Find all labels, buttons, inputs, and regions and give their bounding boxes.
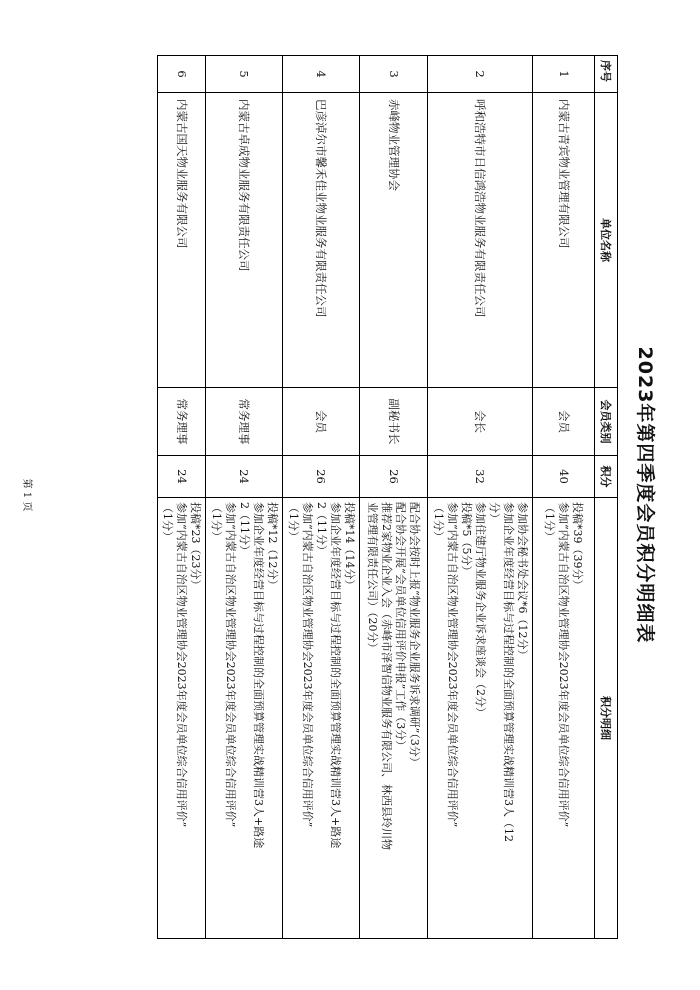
row-category: 副秘书长 [360, 388, 428, 456]
points-table [157, 55, 618, 939]
detail-line: 参加“内蒙古自治区物业管理协会2023年度会员单位综合信用评价” [224, 502, 237, 828]
detail-line: 2（11分） [238, 502, 251, 556]
header-num: 序号 [595, 56, 618, 93]
page-title: 2023年第四季度会员积分明细表 [634, 346, 656, 644]
row-detail [360, 498, 428, 939]
row-name: 内蒙古青宾物业管理有限公司 [533, 93, 595, 388]
detail-line: 参加住建厅物业服务企业诉求座谈会（2分） [474, 502, 487, 718]
row-score: 24 [206, 456, 283, 498]
row-score: 26 [283, 456, 360, 498]
detail-line: 投稿*14（14分） [343, 502, 356, 591]
table-row [428, 56, 533, 939]
row-score: 40 [533, 456, 595, 498]
row-score: 24 [158, 456, 206, 498]
row-detail [283, 498, 360, 939]
row-category: 会长 [428, 388, 533, 456]
table-row [158, 56, 206, 939]
detail-line: 业管理有限责任公司）（20分） [366, 502, 380, 654]
header-score: 积分 [595, 456, 618, 498]
detail-line: 投稿*39（39分） [571, 502, 585, 591]
detail-line: 配合协会开展“会员单位信用评价申报”工作（3分） [394, 502, 408, 752]
row-score: 26 [360, 456, 428, 498]
row-detail [533, 498, 595, 939]
row-category: 常务理事 [158, 388, 206, 456]
detail-line: 参加“内蒙古自治区物业管理协会2023年度会员单位综合信用评价” [301, 502, 314, 828]
detail-line: （1分） [432, 502, 445, 542]
row-name: 内蒙古国天物业服务有限公司 [158, 93, 206, 388]
row-category: 会员 [533, 388, 595, 456]
row-num: 5 [206, 56, 283, 93]
row-detail [158, 498, 206, 939]
table-row [206, 56, 283, 939]
table-row [283, 56, 360, 939]
row-score: 32 [428, 456, 533, 498]
detail-line: 分） [488, 502, 501, 524]
row-category: 常务理事 [206, 388, 283, 456]
detail-line: 参加“内蒙古自治区物业管理协会2023年度会员单位综合信用评价” [446, 502, 459, 828]
row-num: 2 [428, 56, 533, 93]
row-num: 3 [360, 56, 428, 93]
row-num: 4 [283, 56, 360, 93]
row-name: 内蒙古卓成物业服务有限责任公司 [206, 93, 283, 388]
row-detail [206, 498, 283, 939]
header-name: 单位名称 [595, 93, 618, 388]
detail-line: 投稿*12（12分） [266, 502, 279, 591]
detail-line: 参加协会秘书处会议*6（12分） [516, 502, 529, 661]
row-num: 6 [158, 56, 206, 93]
row-name: 呼和浩特市日信鸿浩物业服务有限责任公司 [428, 93, 533, 388]
table-row [533, 56, 595, 939]
detail-line: 参加企业年度经营目标与过程控制的全面预算管理实战精训营3人（12 [502, 502, 515, 842]
detail-line: 投稿*23（23分） [189, 502, 203, 591]
detail-line: （1分） [161, 502, 175, 542]
detail-line: （1分） [287, 502, 300, 542]
detail-line: 参加企业年度经营目标与过程控制的全面预算管理实战精训营3人+路途 [329, 502, 342, 849]
row-detail [428, 498, 533, 939]
detail-line: （1分） [210, 502, 223, 542]
detail-line: 推荐2家物业企业入会（赤峰市泽智信物业服务有限公司、林西县玲川物 [380, 502, 394, 850]
detail-line: 参加企业年度经营目标与过程控制的全面预算管理实战精训营3人+路途 [252, 502, 265, 849]
detail-line: 参加“内蒙古自治区物业管理协会2023年度会员单位综合信用评价” [175, 502, 189, 828]
row-category: 会员 [283, 388, 360, 456]
detail-line: 2（11分） [315, 502, 328, 556]
table-row [360, 56, 428, 939]
detail-line: 参加“内蒙古自治区物业管理协会2023年度会员单位综合信用评价” [557, 502, 571, 828]
page-footer: 第 1 页 [21, 478, 32, 512]
row-name: 巴彦淖尔市馨禾佳业物业服务有限责任公司 [283, 93, 360, 388]
header-detail: 积分明细 [595, 498, 618, 939]
row-name: 赤峰物业管理协会 [360, 93, 428, 388]
detail-line: （1分） [543, 502, 557, 542]
detail-line: 配合协会按时上报“物业服务企业服务诉求调研”（3分） [408, 502, 422, 768]
detail-line: 投稿*5（5分） [460, 502, 473, 577]
header-row [595, 56, 618, 939]
header-category: 会员类别 [595, 388, 618, 456]
row-num: 1 [533, 56, 595, 93]
